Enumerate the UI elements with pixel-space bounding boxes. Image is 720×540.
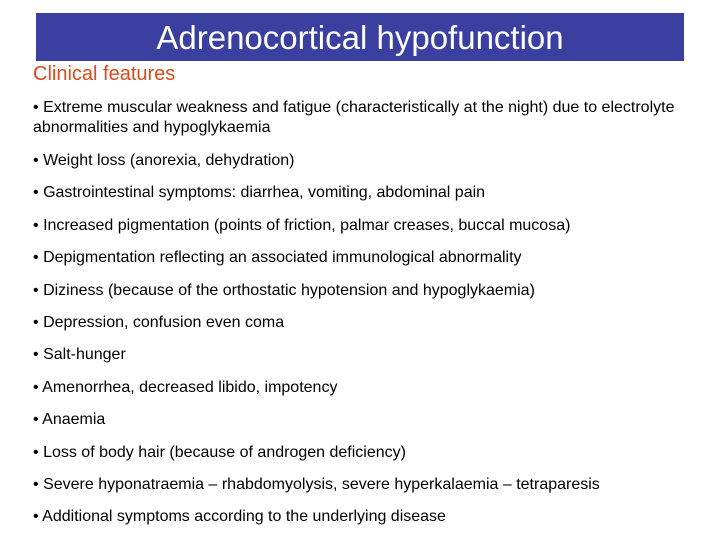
bullet-text: Increased pigmentation (points of friction, palmar creases, buccal mucosa) bbox=[43, 216, 571, 234]
bullet-item bbox=[33, 248, 683, 268]
bullet-marker: • bbox=[33, 281, 39, 299]
bullet-item bbox=[33, 378, 683, 398]
bullet-text: Diziness (because of the orthostatic hypotension and hypoglykaemia) bbox=[43, 281, 535, 299]
bullet-marker: • bbox=[33, 378, 39, 396]
bullet-item bbox=[33, 281, 683, 301]
bullet-item bbox=[33, 507, 683, 527]
bullet-item bbox=[33, 410, 683, 430]
bullet-marker: • bbox=[33, 443, 39, 461]
bullet-marker: • bbox=[33, 249, 39, 267]
bullet-text: Severe hyponatraemia – rhabdomyolysis, severe hyperkalaemia – tetraparesis bbox=[43, 475, 600, 493]
bullet-marker: • bbox=[33, 313, 39, 331]
bullet-item bbox=[33, 216, 683, 236]
bullet-marker: • bbox=[33, 216, 39, 234]
bullet-item bbox=[33, 151, 683, 171]
bullet-marker: • bbox=[33, 152, 39, 169]
bullet-item bbox=[33, 183, 683, 203]
bullet-text: Depression, confusion even coma bbox=[43, 313, 285, 331]
bullet-marker: • bbox=[33, 508, 39, 526]
bullet-text: Depigmentation reflecting an associated immunological abnormality bbox=[43, 249, 522, 267]
bullet-text: Amenorrhea, decreased libido, impotency bbox=[42, 378, 338, 396]
bullet-list bbox=[33, 98, 683, 540]
bullet-text: Gastrointestinal symptoms: diarrhea, vomiting, abdominal pain bbox=[43, 184, 486, 202]
title-bar bbox=[36, 13, 684, 61]
bullet-text: Weight loss (anorexia, dehydration) bbox=[43, 152, 295, 169]
bullet-text: Additional symptoms according to the underlying disease bbox=[42, 508, 446, 526]
bullet-marker: • bbox=[33, 184, 39, 202]
bullet-item bbox=[33, 98, 683, 138]
bullet-marker: • bbox=[33, 475, 39, 493]
bullet-item bbox=[33, 475, 683, 495]
bullet-text: Extreme muscular weakness and fatigue (characteristically at the night) due to electrolyte abnormalities and hypoglykaemia bbox=[33, 99, 675, 136]
bullet-text: Loss of body hair (because of androgen deficiency) bbox=[43, 443, 406, 461]
bullet-item bbox=[33, 313, 683, 333]
bullet-text: Anaemia bbox=[42, 411, 106, 429]
section-subtitle: Clinical features bbox=[33, 63, 176, 85]
bullet-item bbox=[33, 345, 683, 365]
bullet-marker: • bbox=[33, 99, 39, 116]
bullet-marker: • bbox=[33, 346, 39, 364]
bullet-item bbox=[33, 443, 683, 463]
slide-title: Adrenocortical hypofunction bbox=[156, 18, 564, 56]
bullet-text: Salt-hunger bbox=[43, 346, 126, 364]
bullet-marker: • bbox=[33, 411, 39, 429]
